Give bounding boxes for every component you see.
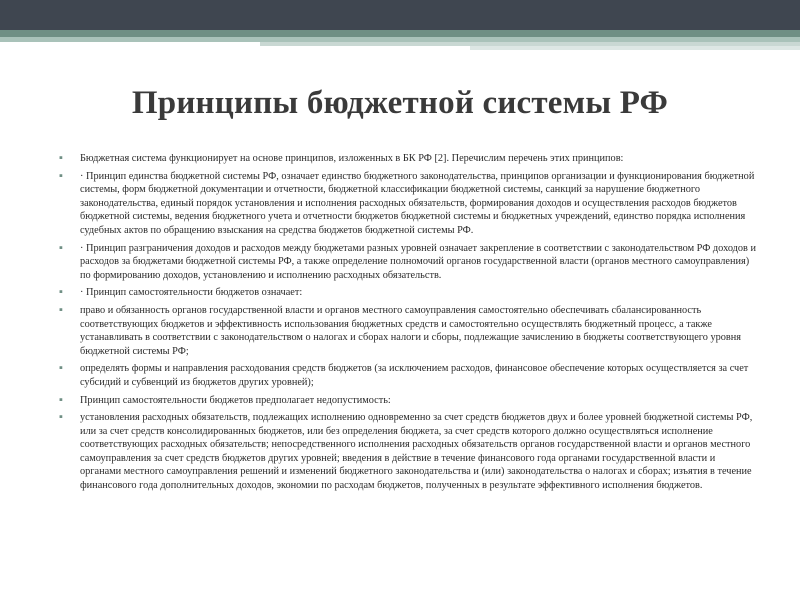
bullet-item [56,304,756,358]
bullet-icon: ▪ [59,362,63,375]
bullet-icon: ▪ [59,169,63,182]
bullet-text: Принцип самостоятельности бюджетов предполагает недопустимость: [80,394,391,406]
bullet-icon: ▪ [59,393,63,406]
bullet-icon: ▪ [59,303,63,316]
bullet-text: · Принцип разграничения доходов и расходов между бюджетами разных уровней означает закрепление в соответствии с законодательством РФ доходов и расходов за бюджетами бюджетной системы РФ, а также определение полномочий органов государственной власти (органов местного самоуправления) по формированию доходов, установлению и исполнению расходных обязательств. [80,242,757,281]
bullet-text: · Принцип самостоятельности бюджетов означает: [80,287,303,299]
header-band [0,0,800,30]
slide-content [56,152,756,497]
bullet-item [56,286,756,300]
bullet-icon: ▪ [59,241,63,254]
bullet-item [56,152,756,166]
bullet-icon: ▪ [59,411,63,424]
bullet-item [56,411,756,493]
slide-title: Принципы бюджетной системы РФ [131,85,669,121]
bullet-text: · Принцип единства бюджетной системы РФ, означает единство бюджетного законодательства, принципов организации и функционирования бюджетной системы, форм бюджетной документации и отчетности, бюджетной классификации бюджетной системы, санкций за нарушение бюджетного законодательства, единый порядок установления и исполнения расходных обязательств, формирования доходов и осуществления расходов бюджетов бюджетной системы, ведения бюджетного учета и отчетности бюджетов бюджетной системы и бюджетных учреждений, единство порядка исполнения судебных актов по обращению взыскания на средства бюджетов бюджетной системы РФ. [80,170,755,236]
accent-stripe-lightest [470,46,800,50]
bullet-text: установления расходных обязательств, подлежащих исполнению одновременно за счет средств бюджетов двух и более уровней бюджетной системы РФ, или за счет средств консолидированных бюджетов, или без определения бюджета, за счет средств которого должно осуществляться исполнение соответствующих расходных обязательств; непосредственного исполнения расходных обязательств органов государственной власти и органов местного самоуправления за счет средств бюджетов других уровней; введения в действие в течение финансового года органами государственной власти и органами местного самоуправления решений и изменений бюджетного законодательства и (или) законодательства о налогах и сборах; изъятия в течение финансового года дополнительных доходов, экономии по расходам бюджетов, полученных в результате эффективного исполнения бюджетов. [80,412,753,492]
accent-stripe [0,30,800,37]
bullet-item [56,394,756,408]
bullet-icon: ▪ [59,152,63,164]
bullet-item [56,362,756,389]
bullet-text: определять формы и направления расходования средств бюджетов (за исключением расходов, финансовое обеспечение которых осуществляется за счет субсидий и субвенций из бюджетов других уровней); [80,363,749,388]
bullet-text: Бюджетная система функционирует на основе принципов, изложенных в БК РФ [2]. Перечислим перечень этих принципов: [80,153,624,164]
bullet-text: право и обязанность органов государственной власти и органов местного самоуправления самостоятельно обеспечивать сбалансированность соответствующих бюджетов и эффективность использования бюджетных средств и самостоятельно осуществлять бюджетный процесс, а также устанавливать в соответствии с законодательством о налогах и сборах налоги и сборы, подлежащие зачислению в бюджеты соответствующего уровня бюджетной системы РФ; [80,304,742,357]
bullet-item [56,242,756,283]
bullet-icon: ▪ [59,286,63,299]
bullet-item [56,170,756,238]
